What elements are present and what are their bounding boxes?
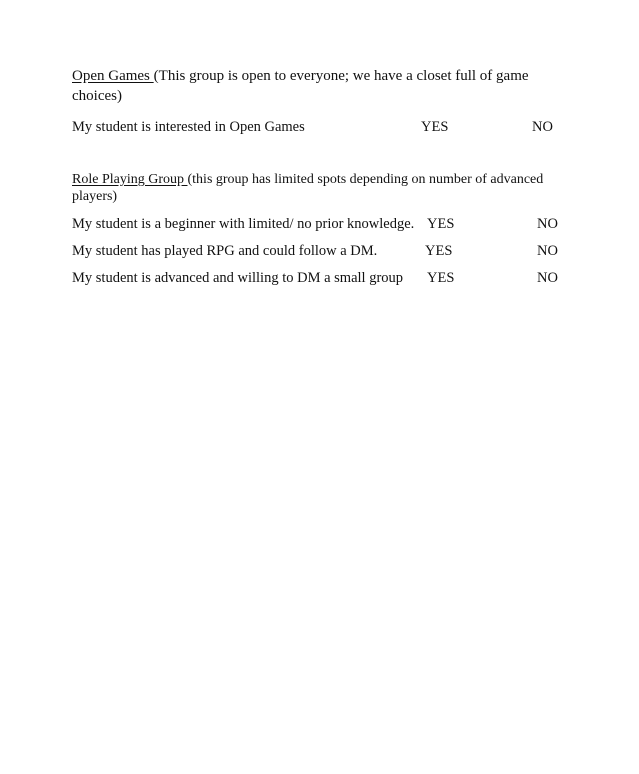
yes-option: YES [427,216,455,232]
role-playing-row-beginner [72,211,562,238]
yes-option: YES [425,243,453,259]
role-playing-section [72,171,562,292]
row-label: My student is a beginner with limited/ no prior knowledge. [72,216,415,232]
open-games-description: (This group is open to everyone; we have a closet full of game choices) [72,68,529,104]
open-games-row [72,114,562,141]
role-playing-row-played [72,238,562,265]
no-option: NO [532,119,553,135]
role-playing-title: Role Playing Group [72,172,188,187]
row-label: My student is advanced and willing to DM a small group [72,270,404,286]
open-games-title: Open Games [72,68,154,84]
open-games-section [72,66,562,141]
role-playing-heading [72,171,562,205]
role-playing-row-advanced [72,265,562,292]
no-option: NO [537,243,558,259]
row-label: My student is interested in Open Games [72,119,305,135]
no-option: NO [537,216,558,232]
yes-option: YES [421,119,449,135]
open-games-heading [72,66,562,106]
row-label: My student has played RPG and could follow a DM. [72,243,378,259]
no-option: NO [537,270,558,286]
role-playing-description: (this group has limited spots depending on number of advanced players) [72,172,544,204]
yes-option: YES [427,270,455,286]
